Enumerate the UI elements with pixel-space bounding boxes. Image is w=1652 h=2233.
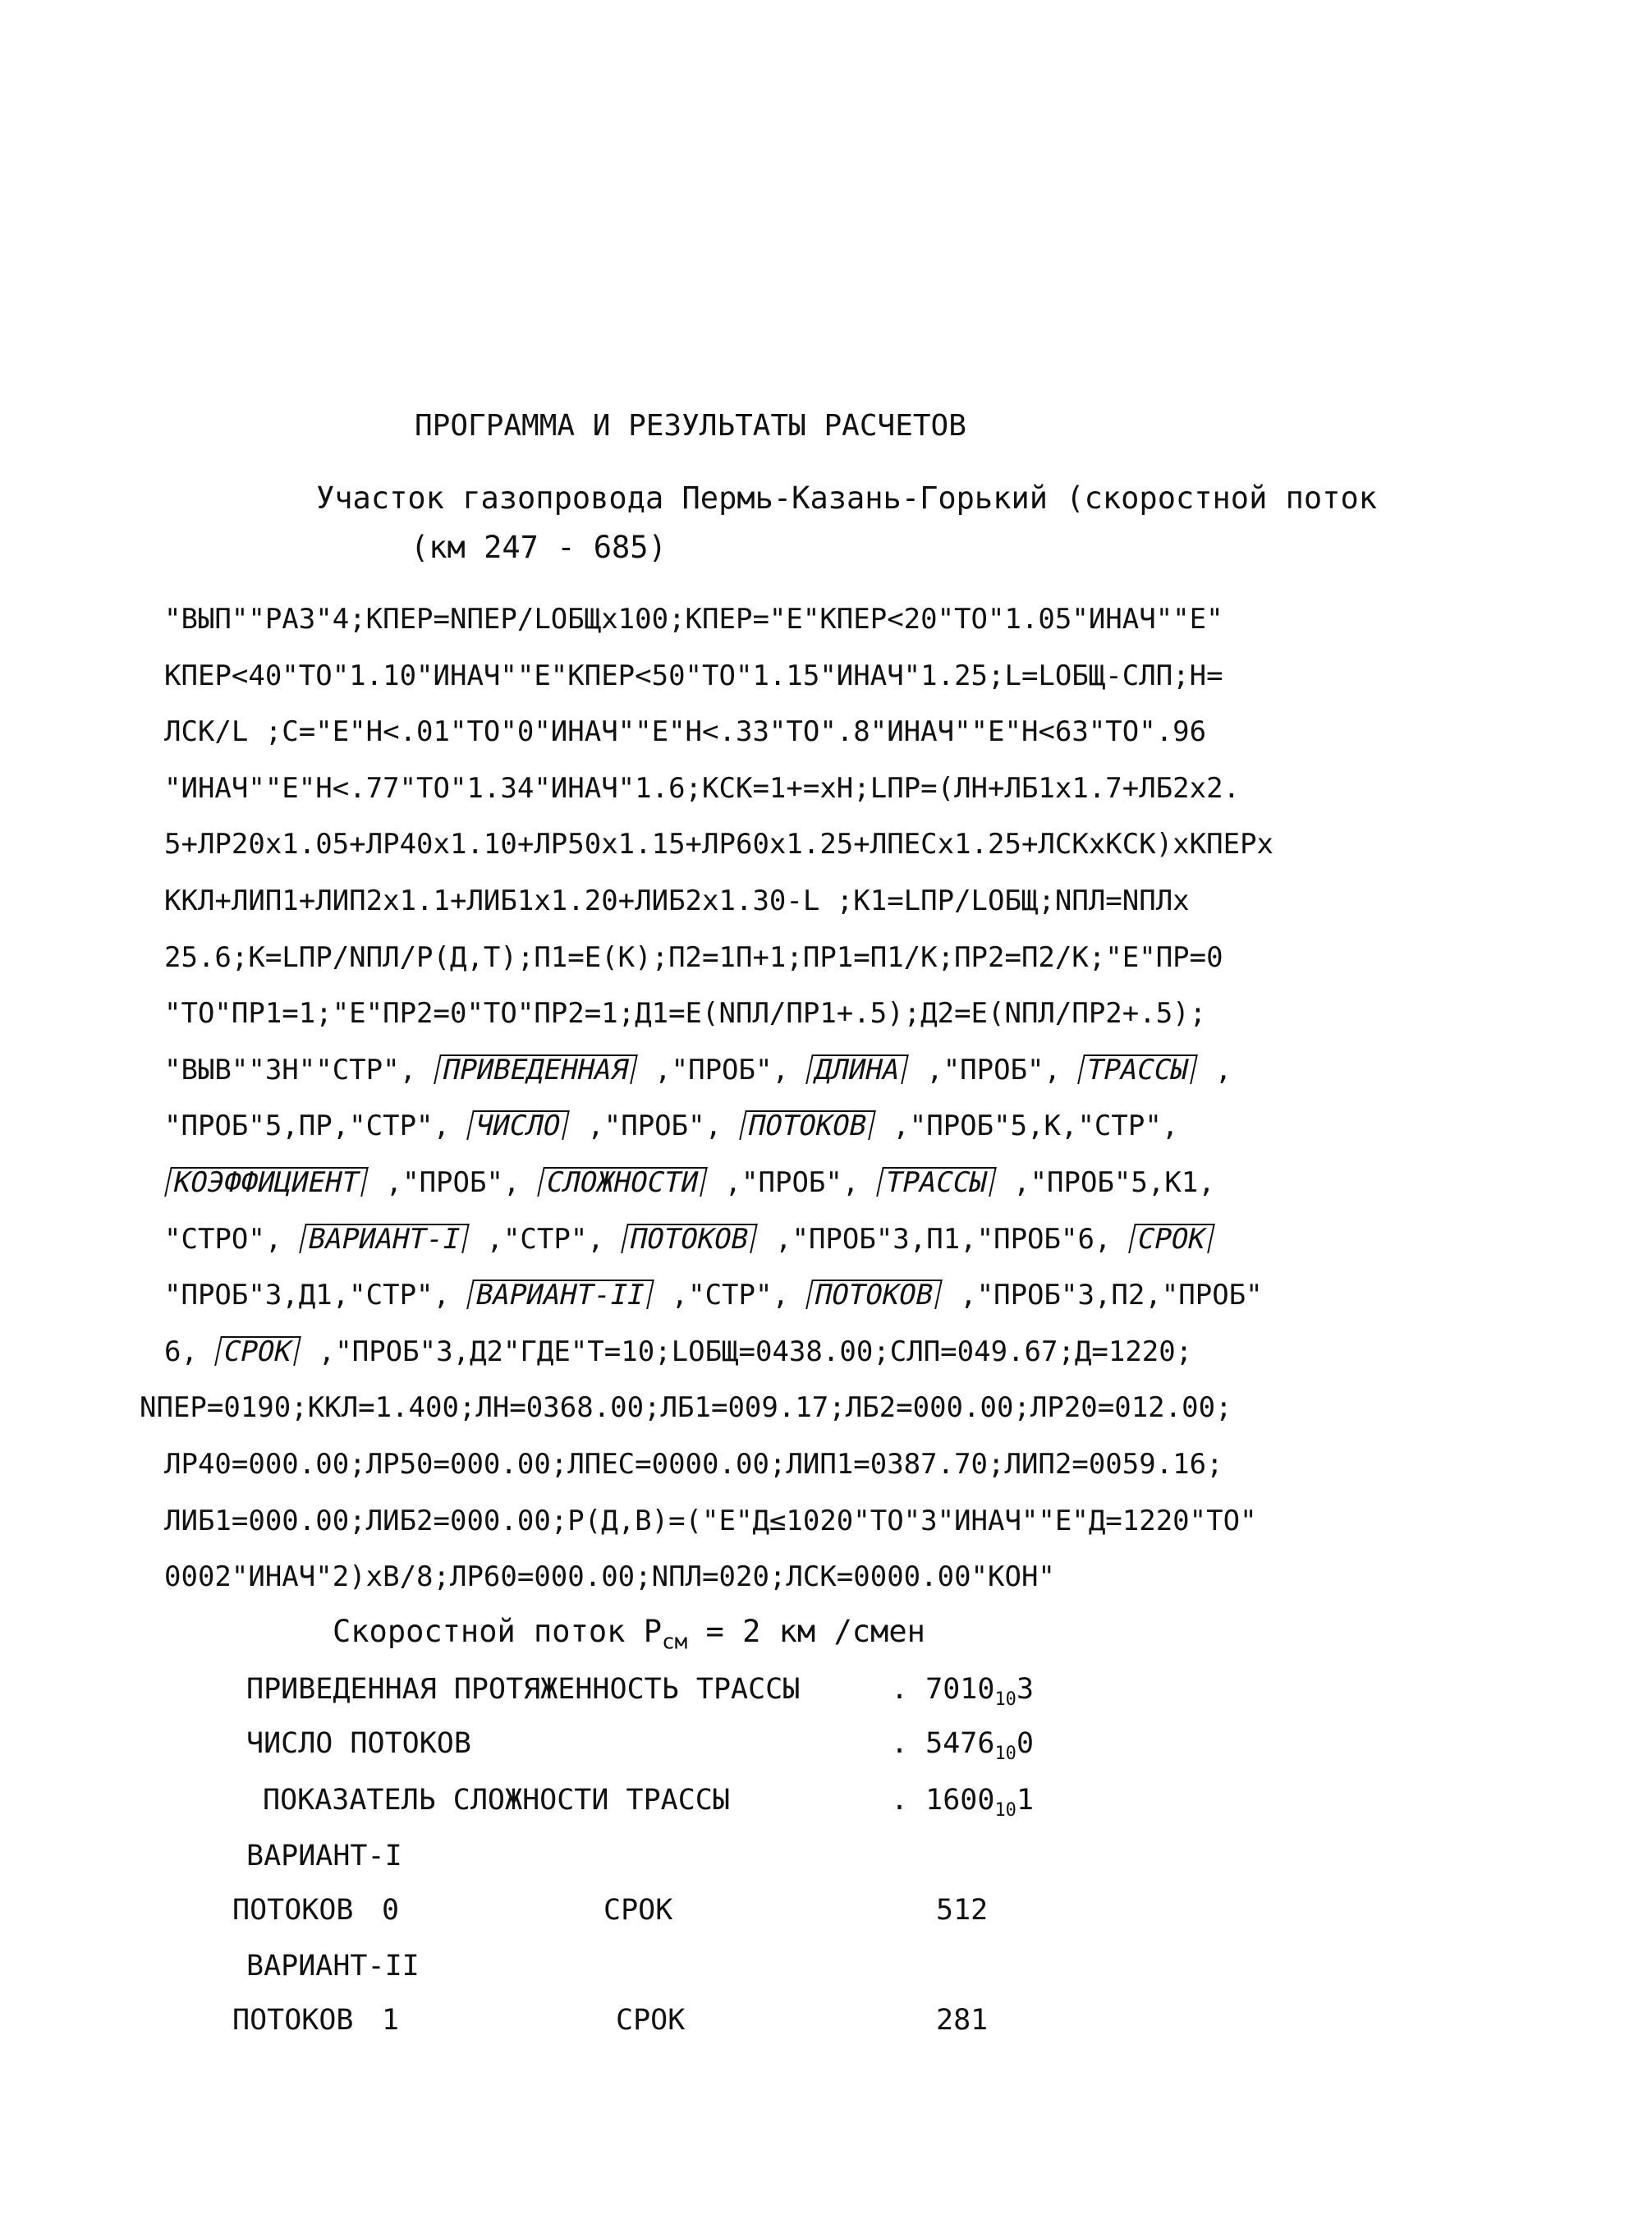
code-text: ,"ПРОБ", <box>708 1165 876 1199</box>
code-text: ЛИБ1=000.00;ЛИБ2=000.00;Р(Д,В)=("Е"Д≤1020"ТО"3"ИНАЧ""Е"Д=1220"ТО" <box>164 1504 1257 1537</box>
value-mantissa: . 5476 <box>891 1727 995 1760</box>
program-line <box>164 1211 1494 1268</box>
result-label-reduced-length: ПРИВЕДЕННАЯ ПРОТЯЖЕННОСТЬ ТРАССЫ <box>246 1673 801 1706</box>
value-mantissa: . 1600 <box>891 1784 995 1817</box>
results-caption <box>333 1614 925 1654</box>
code-text: "ИНАЧ""Е"Н<.77"ТО"1.34"ИНАЧ"1.6;КСК=1+=хН;LПР=(ЛН+ЛБ1х1.7+ЛБ2х2. <box>164 771 1241 805</box>
code-text: ЛСК/L ;С="Е"Н<.01"ТО"0"ИНАЧ""Е"Н<.33"ТО".8"ИНАЧ""Е"Н<63"ТО".96 <box>164 715 1207 749</box>
code-text: NПЕР=0190;ККЛ=1.400;ЛН=0368.00;ЛБ1=009.17;ЛБ2=000.00;ЛР20=012.00; <box>140 1391 1232 1425</box>
program-line <box>164 873 1494 930</box>
quoted-text-bracket: ВАРИАНТ-II <box>467 1280 654 1309</box>
variant1-term-value: 512 <box>936 1894 989 1927</box>
value-base: 10 <box>994 1800 1016 1821</box>
code-text: , <box>1198 1053 1232 1087</box>
result-value-complexity <box>891 1784 1034 1821</box>
code-text: ,"ПРОБ"3,П2,"ПРОБ" <box>943 1279 1263 1312</box>
value-base: 10 <box>994 1744 1016 1764</box>
code-text: 25.6;К=LПР/NПЛ/Р(Д,Т);П1=Е(К);П2=1П+1;ПР1=П1/К;ПР2=П2/К;"Е"ПР=0 <box>164 940 1223 974</box>
result-label-complexity: ПОКАЗАТЕЛЬ СЛОЖНОСТИ ТРАССЫ <box>263 1784 730 1817</box>
program-line <box>164 591 1494 648</box>
quoted-text-bracket: ПОТОКОВ <box>739 1110 876 1140</box>
page-title: ПРОГРАММА И РЕЗУЛЬТАТЫ РАСЧЕТОВ <box>415 409 966 443</box>
code-text: КПЕР<40"ТО"1.10"ИНАЧ""Е"КПЕР<50"ТО"1.15"ИНАЧ"1.25;L=LОБЩ-СЛП;Н= <box>164 659 1223 692</box>
value-base: 10 <box>994 1689 1016 1710</box>
variant2-term-label: СРОК <box>616 2004 686 2037</box>
caption-rate: = 2 км /смен <box>687 1614 925 1649</box>
program-line <box>164 648 1494 705</box>
code-text: "СТРО", <box>164 1222 299 1256</box>
code-text: "ТО"ПР1=1;"Е"ПР2=0"ТО"ПР2=1;Д1=Е(NПЛ/ПР1+.5);Д2=Е(NПЛ/ПР2+.5); <box>164 997 1207 1031</box>
value-exponent: 3 <box>1016 1673 1035 1706</box>
variant1-flows-label: ПОТОКОВ <box>232 1894 354 1927</box>
value-exponent: 0 <box>1016 1727 1035 1760</box>
code-text: ,"ПРОБ", <box>637 1053 806 1087</box>
quoted-text-bracket: СЛОЖНОСТИ <box>537 1167 708 1197</box>
code-text: ,"ПРОБ"5,К1, <box>996 1165 1215 1199</box>
quoted-text-bracket: СРОК <box>1128 1224 1215 1253</box>
quoted-text-bracket: ПОТОКОВ <box>806 1280 943 1309</box>
variant2-term-value: 281 <box>936 2004 989 2037</box>
result-value-flow-count <box>891 1727 1034 1764</box>
variant1-label: ВАРИАНТ-I <box>246 1840 402 1872</box>
program-line <box>164 1155 1494 1211</box>
value-mantissa: . 7010 <box>891 1673 995 1706</box>
code-text: ККЛ+ЛИП1+ЛИП2х1.1+ЛИБ1х1.20+ЛИБ2х1.30-L ;К1=LПР/LОБЩ;NПЛ=NПЛх <box>164 884 1190 917</box>
quoted-text-bracket: КОЭФФИЦИЕНТ <box>164 1167 369 1197</box>
code-text: ,"СТР", <box>654 1279 806 1312</box>
quoted-text-bracket: СРОК <box>215 1336 302 1366</box>
caption-subscript: см <box>661 1629 688 1655</box>
km-range: (км 247 - 685) <box>411 530 667 565</box>
program-line <box>164 1493 1494 1550</box>
caption-text: Скоростной поток Р <box>333 1614 662 1649</box>
code-text: ЛР40=000.00;ЛР50=000.00;ЛПЕС=0000.00;ЛИП1=0387.70;ЛИП2=0059.16; <box>164 1447 1223 1481</box>
program-line <box>164 1267 1494 1324</box>
variant2-label: ВАРИАНТ-II <box>246 1950 420 1983</box>
quoted-text-bracket: ПРИВЕДЕННАЯ <box>434 1054 638 1084</box>
program-line <box>164 986 1494 1042</box>
code-text: "ПРОБ"3,Д1,"СТР", <box>164 1279 467 1312</box>
program-listing <box>140 591 1494 1606</box>
code-text: ,"ПРОБ", <box>909 1053 1078 1087</box>
code-text: ,"ПРОБ", <box>570 1110 739 1143</box>
code-text: "ВЫП""РАЗ"4;КПЕР=NПЕР/LОБЩх100;КПЕР="Е"КПЕР<20"ТО"1.05"ИНАЧ""Е" <box>164 603 1223 636</box>
quoted-text-bracket: ЧИСЛО <box>467 1110 571 1140</box>
code-text: 0002"ИНАЧ"2)хВ/8;ЛР60=000.00;NПЛ=020;ЛСК=0000.00"КОН" <box>164 1560 1055 1594</box>
quoted-text-bracket: ПОТОКОВ <box>621 1224 758 1253</box>
code-text: 5+ЛР20х1.05+ЛР40х1.10+ЛР50х1.15+ЛР60х1.25+ЛПЕСх1.25+ЛСКхКСК)хКПЕРх <box>164 828 1274 861</box>
program-line <box>164 760 1494 817</box>
program-line <box>164 1042 1494 1099</box>
program-line <box>140 1380 1494 1436</box>
quoted-text-bracket: ДЛИНА <box>806 1054 910 1084</box>
program-line <box>164 1549 1494 1606</box>
code-text: ,"ПРОБ"3,П1,"ПРОБ"6, <box>758 1222 1128 1256</box>
page-subtitle: Участок газопровода Пермь-Казань-Горький (скоростной поток <box>316 480 1378 516</box>
code-text: "ПРОБ"5,ПР,"СТР", <box>164 1110 467 1143</box>
value-exponent: 1 <box>1016 1784 1035 1817</box>
code-text: "ВЫВ""ЗН""СТР", <box>164 1053 434 1087</box>
result-value-reduced-length <box>891 1673 1034 1710</box>
code-text: ,"ПРОБ"3,Д2"ГДЕ"Т=10;LОБЩ=0438.00;СЛП=049.67;Д=1220; <box>301 1335 1193 1368</box>
quoted-text-bracket: ТРАССЫ <box>1078 1054 1198 1084</box>
variant1-flows-value: 0 <box>382 1894 400 1927</box>
variant2-flows-value: 1 <box>382 2004 400 2037</box>
program-line <box>164 816 1494 873</box>
code-text: ,"ПРОБ"5,К,"СТР", <box>875 1110 1179 1143</box>
program-line <box>164 1436 1494 1493</box>
code-text: ,"СТР", <box>470 1222 622 1256</box>
code-text: ,"ПРОБ", <box>369 1165 537 1199</box>
variant2-flows-label: ПОТОКОВ <box>232 2004 354 2037</box>
program-line <box>164 704 1494 760</box>
quoted-text-bracket: ВАРИАНТ-I <box>299 1224 470 1253</box>
quoted-text-bracket: ТРАССЫ <box>876 1167 996 1197</box>
program-line <box>164 930 1494 986</box>
variant1-term-label: СРОК <box>603 1894 673 1927</box>
code-text: 6, <box>164 1335 215 1368</box>
result-label-flow-count: ЧИСЛО ПОТОКОВ <box>246 1727 471 1760</box>
program-line <box>164 1098 1494 1155</box>
program-line <box>164 1324 1494 1381</box>
